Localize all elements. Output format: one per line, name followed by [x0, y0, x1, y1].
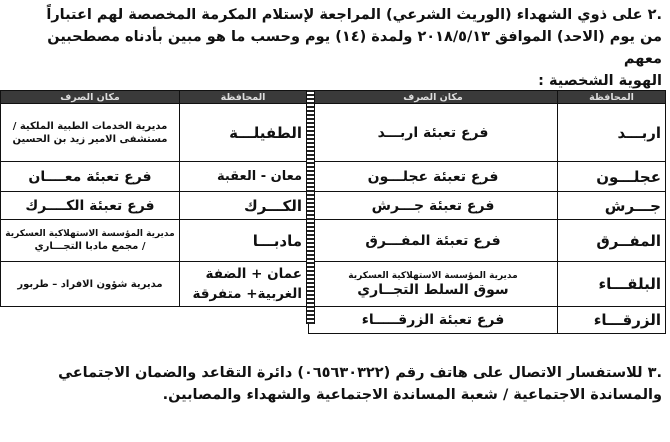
paragraph-3-line-2: والمساندة الاجتماعية / شعبة المساندة الاجتماعية والشهداء والمصابين.	[162, 387, 662, 403]
table-row	[1, 162, 307, 192]
place-line-2: سوق السلط التجــاري	[357, 282, 509, 298]
table-row	[309, 262, 666, 307]
place-cell: فرع تعبئة الزرقـــــاء	[309, 307, 558, 334]
table-row	[1, 220, 307, 262]
governorate-cell: معان - العقبة	[180, 162, 307, 192]
table-row	[1, 262, 307, 307]
place-cell: فرع تعبئة اربـــد	[309, 104, 558, 162]
paragraph-2	[6, 4, 662, 92]
paragraph-3	[6, 362, 662, 406]
governorate-cell: مادبـــا	[180, 220, 307, 262]
place-cell: فرع تعبئة جـــرش	[309, 192, 558, 220]
place-line-1: مديرية المؤسسة الاستهلاكية العسكرية	[348, 271, 518, 281]
governorate-line-1: عمان + الضفة	[205, 266, 302, 282]
governorate-cell: عجلـــون	[558, 162, 666, 192]
place-line-2: / مجمع مادبا التجـــاري	[34, 241, 146, 252]
table-divider	[306, 90, 315, 324]
place-line-2: مستشفى الامير زيد بن الحسين	[12, 133, 168, 145]
governorate-cell	[180, 262, 307, 307]
header-governorate: المحافظة	[558, 91, 666, 104]
paragraph-2-line-2: من يوم (الاحد) الموافق ٢٠١٨/٥/١٣ ولمدة (١٤) يوم وحسب ما هو مبين بأدناه مصطحبين معهم	[47, 29, 662, 67]
governorate-cell: الكـــرك	[180, 192, 307, 220]
header-governorate: المحافظة	[180, 91, 307, 104]
governorate-line-2: الغربية+ متفرقة	[192, 286, 302, 302]
distribution-table-left	[0, 90, 307, 333]
place-line-1: مديرية الخدمات الطبية الملكية /	[12, 120, 168, 132]
table-row	[309, 162, 666, 192]
paragraph-2-line-1: .٢ على ذوي الشهداء (الوريث الشرعي) المراجعة لإستلام المكرمة المخصصة لهم اعتباراً	[46, 7, 662, 23]
paragraph-2-line-3: الهوية الشخصية :	[538, 73, 662, 89]
table-row-empty	[1, 307, 307, 334]
paragraph-3-line-1: .٣ للاستفسار الاتصال على هاتف رقم (٠٦٥٦٣٠٣٢٢) دائرة التقاعد والضمان الاجتماعي	[58, 365, 662, 381]
place-cell	[1, 220, 180, 262]
place-cell	[309, 262, 558, 307]
table-row	[309, 220, 666, 262]
place-cell: فرع تعبئة معــــان	[1, 162, 180, 192]
governorate-cell: جـــرش	[558, 192, 666, 220]
table-row	[1, 192, 307, 220]
place-cell: مديرية شؤون الافراد – طربور	[1, 262, 180, 307]
governorate-cell: البلقـــاء	[558, 262, 666, 307]
governorate-cell: المفــرق	[558, 220, 666, 262]
place-cell: فرع تعبئة عجلـــون	[309, 162, 558, 192]
place-cell: فرع تعبئة الكــــرك	[1, 192, 180, 220]
governorate-cell: الطفيلـــة	[180, 104, 307, 162]
table-row	[309, 192, 666, 220]
governorate-cell: الزرقـــاء	[558, 307, 666, 334]
governorate-cell: اربـــد	[558, 104, 666, 162]
distribution-table-right	[308, 90, 666, 334]
place-cell: فرع تعبئة المفـــرق	[309, 220, 558, 262]
table-row	[309, 104, 666, 162]
header-place: مكان الصرف	[1, 91, 180, 104]
header-place: مكان الصرف	[309, 91, 558, 104]
table-row	[1, 104, 307, 162]
place-line-1: مديرية المؤسسة الاستهلاكية العسكرية	[5, 229, 175, 239]
table-row	[309, 307, 666, 334]
place-cell	[1, 104, 180, 162]
